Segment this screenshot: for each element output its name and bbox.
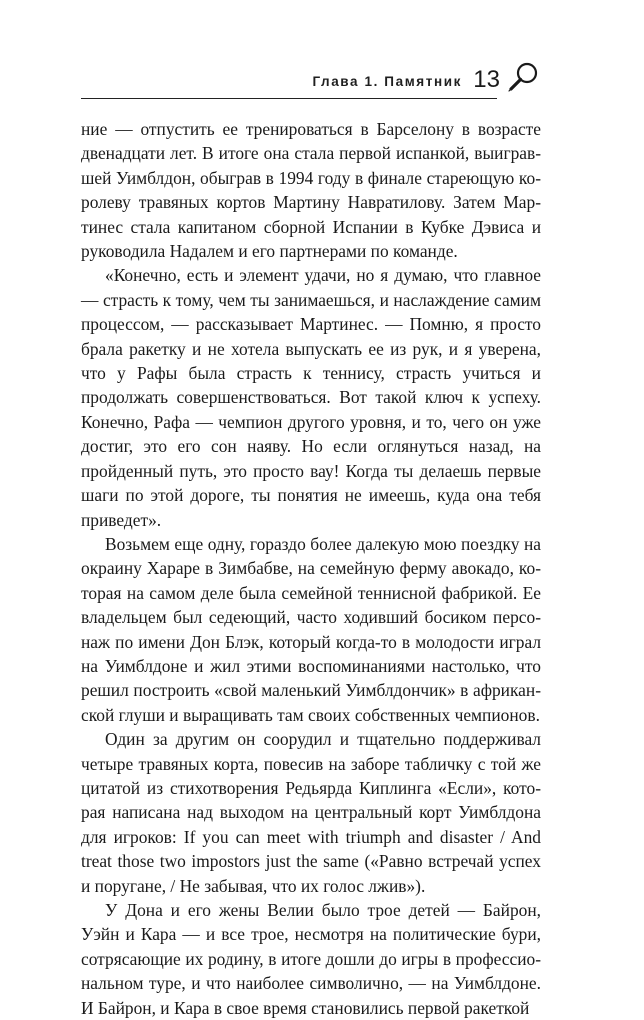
page-number: 13 — [473, 66, 500, 93]
body-text — [81, 117, 541, 1020]
paragraph: ние — отпустить ее тренироваться в Барселону в возрасте двенадцати лет. В итоге она стала первой испанкой, выигравшей Уимблдон, обыграв в 1994 году в финале стареющую королеву травяных кортов Мартину Навратилову. Затем Мартинес стала капитаном сборной Испании в Кубке Дэвиса и руководила Надалем и его партнерами по команде. — [81, 119, 541, 262]
paragraph: Один за другим он соорудил и тщательно поддерживал четыре травяных корта, повесив на заборе табличку с той же цитатой из стихотворения Редьярда Киплинга «Если», которая написана над выходом на центральный корт Уимблдона для игроков: If you can meet with triumph and disaster / And treat those two impostors just the same («Равно встречай успех и поругане, / Не забывая, что их голос лжив»). — [81, 729, 541, 896]
paragraph: Возьмем еще одну, гораздо более далекую мою поездку на окраину Хараре в Зимбабве, на семейную ферму авокадо, которая на самом деле была семейной теннисной фабрикой. Ее владельцем был седеющий, часто ходивший босиком персонаж по имени Дон Блэк, который когда-то в молодости играл на Уимблдоне и жил этими воспоминаниями настолько, что решил построить «свой маленький Уимблдончик» в африканской глуши и выращивать там своих собственных чемпионов. — [81, 533, 541, 725]
paragraph: «Конечно, есть и элемент удачи, но я думаю, что главное — страсть к тому, чем ты занимаешься, и наслаждение самим процессом, — рассказывает Мартинес. — Помню, я просто брала ракетку и не хотела выпускать ее из рук, и я уверена, что у Рафы была страсть к теннису, страсть учиться и продолжать совершенствоваться. Вот такой ключ к успеху. Конечно, Рафа — чемпион другого уровня, и то, чего он уже достиг, это его сон наяву. Но если оглянуться назад, на пройденный путь, это просто вау! Когда ты делаешь первые шаги по этой дороге, ты понятия не имеешь, куда она тебя приведет». — [81, 265, 541, 530]
header-rule — [81, 98, 497, 99]
chapter-title: Глава 1. Памятник — [312, 74, 462, 89]
running-header — [81, 62, 541, 102]
magnifier-racket-icon — [505, 60, 541, 96]
paragraph: У Дона и его жены Велии было трое детей — Байрон, Уэйн и Кара — и все трое, несмотря на политические бури, сотрясающие их родину, в итоге дошли до игры в профессиональном туре, и что наиболее символично, — на Уимблдоне. И Байрон, и Кара в свое время становились первой ракеткой — [81, 900, 541, 1018]
